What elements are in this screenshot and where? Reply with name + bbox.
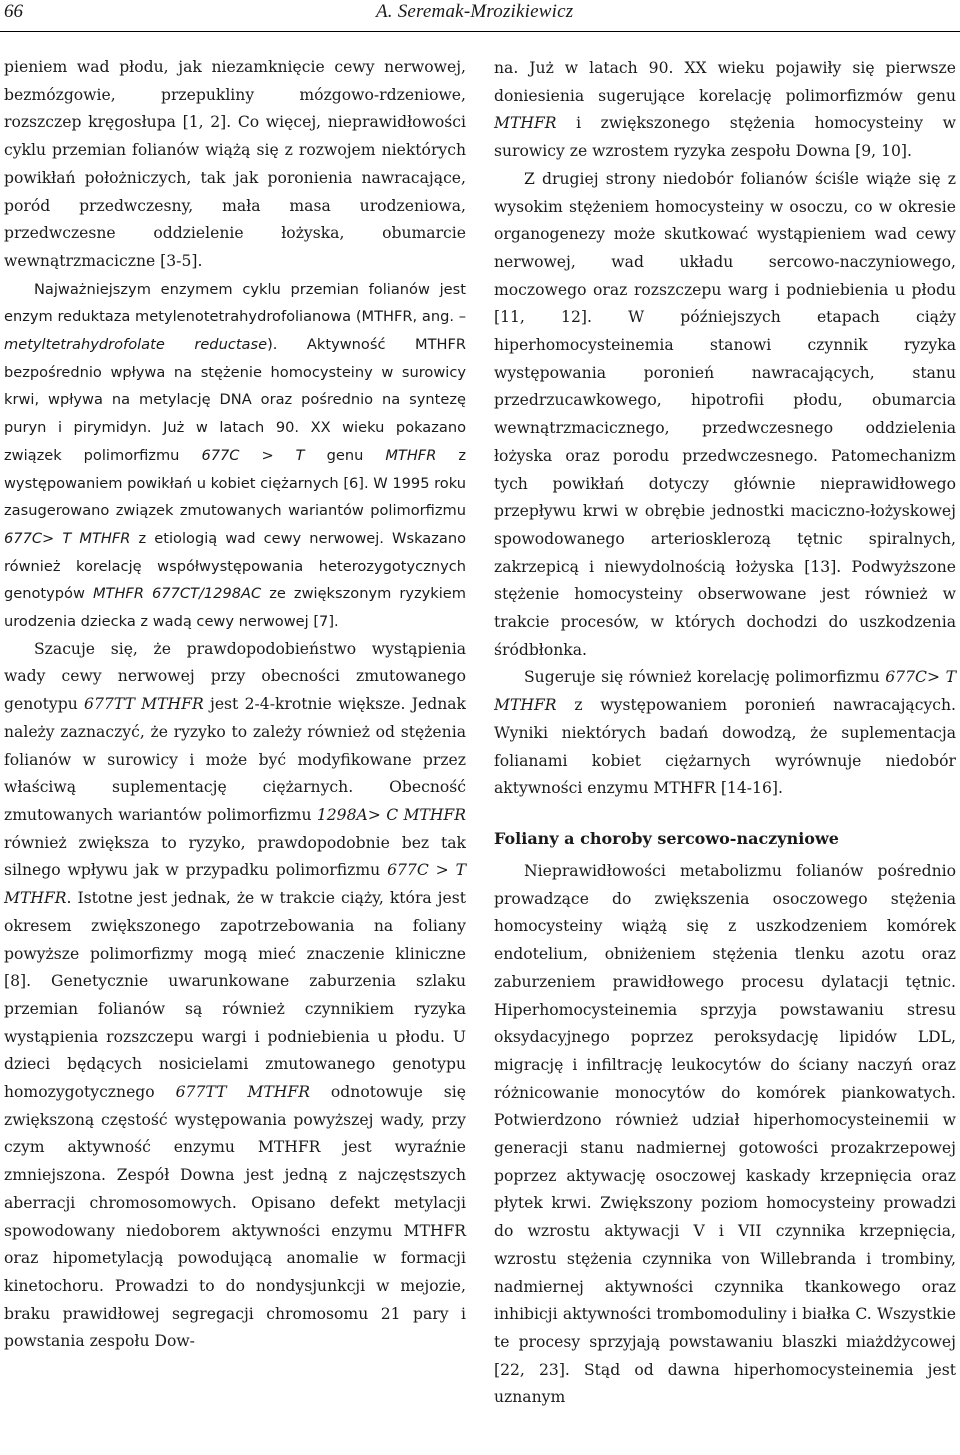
running-head-author: A. Seremak-Mrozikiewicz [376,1,574,22]
page-number: 66 [4,1,23,22]
section-heading: Foliany a choroby sercowo-naczyniowe [494,828,839,848]
right-column [494,55,956,1412]
paragraph: Z drugiej strony niedobór folianów ściśle wiąże się z wysokim stężeniem homocysteiny w osoczu, co w okresie organogenezy może skutkować wystąpieniem wad cewy nerwowej, wad układu sercowo-naczyniowego, moczowego oraz rozszczepu warg i podniebienia u płodu [11, 12]. W późniejszych etapach ciąży hiperhomocysteinemia stanowi czynnik ryzyka występowania poronień nawracających, stanu przedrzucawkowego, hipotrofii płodu, obumarcia wewnątrzmacicznego, przedwczesnego oddzielenia łożyska oraz porodu przedwczesnego. Patomechanizm tych powikłań dotyczy głównie nieprawidłowego przepływu krwi w obrębie jednostki maciczno-łożyskowej spowodowanego arteriosklerozą tętnic spiralnych, zakrzepicą i niewydolnością łożyska [13]. Podwyższone stężenie homocysteiny obserwowane jest również w trakcie procesów, w których dochodzi do uszkodzenia śródbłonka. [494,169,956,659]
header-rule [0,31,960,32]
paragraph: Sugeruje się również korelację polimorfizmu 677C> T MTHFR z występowaniem poronień nawracających. Wyniki niektórych badań dowodzą, że suplementacja folianami kobiet ciężarnych wyrównuje niedobór aktywności enzymu MTHFR [14-16]. [494,668,956,798]
paragraph: pieniem wad płodu, jak niezamknięcie cewy nerwowej, bezmózgowie, przepukliny mózgowo-rdzeniowe, rozszczep kręgosłupa [1, 2]. Co więcej, nieprawidłowości cyklu przemian folianów wiążą się z rozwojem niektórych powikłań położniczych, tak jak poronienia nawracające, poród przedwczesny, mała masa urodzeniowa, przedwczesne oddzielenie łożyska, obumarcie wewnątrzmaciczne [3-5]. [4,58,466,270]
paragraph: na. Już w latach 90. XX wieku pojawiły się pierwsze doniesienia sugerujące korelację polimorfizmów genu MTHFR i zwiększonego stężenia homocysteiny w surowicy ze wzrostem ryzyka zespołu Downa [9, 10]. [494,59,956,161]
paragraph: Najważniejszym enzymem cyklu przemian folianów jest enzym reduktaza metylenotetrahydrofolianowa (MTHFR, ang. – metyltetrahydrofolate reductase). Aktywność MTHFR bezpośrednio wpływa na stężenie homocysteiny w surowicy krwi, wpływa na metylację DNA oraz pośrednio na syntezę puryn i pirymidyn. Już w latach 90. XX wieku pokazano związek polimorfizmu 677C > T genu MTHFR z występowaniem powikłań u kobiet ciężarnych [6]. W 1995 roku zasugerowano związek zmutowanych wariantów polimorfizmu 677C> T MTHFR z etiologią wad cewy nerwowej. Wskazano również korelację współwystępowania heterozygotycznych genotypów MTHFR 677CT/1298AC ze zwiększonym ryzykiem urodzenia dziecka z wadą cewy nerwowej [7]. [4,280,467,631]
page-header [0,0,960,30]
paragraph: Nieprawidłowości metabolizmu folianów pośrednio prowadzące do zwiększenia osoczowego stężenia homocysteiny wiążą się z uszkodzeniem komórek endotelium, obniżeniem stężenia tlenku azotu oraz zaburzeniem prawidłowego procesu dylatacji tętnic. Hiperhomocysteinemia sprzyja powstawaniu stresu oksydacyjnego poprzez peroksydację lipidów LDL, migrację i infiltrację leukocytów do ściany naczyń oraz różnicowanie monocytów do komórek piankowatych. Potwierdzono również udział hiperhomocysteinemii w generacji stanu nadmiernej gotowości prozakrzepowej poprzez aktywację osoczowej kaskady krzepnięcia oraz płytek krwi. Zwiększony poziom homocysteiny prowadzi do wzrostu aktywacji V i VII czynnika krzepnięcia, wzrostu stężenia czynnika von Willebranda i trombiny, nadmiernej aktywności czynnika tkankowego oraz inhibicji aktywności trombomoduliny i białka C. Wszystkie te procesy sprzyjają powstawaniu blaszki miażdżycowej [22, 23]. Stąd od dawna hiperhomocysteinemia jest uznanym [494,861,956,1407]
paragraph: Szacuje się, że prawdopodobieństwo wystąpienia wady cewy nerwowej przy obecności zmutowanego genotypu 677TT MTHFR jest 2-4-krotnie większe. Jednak należy zaznaczyć, że ryzyko to zależy również od stężenia folianów w surowicy i może być modyfikowane przez właściwą suplementację ciężarnych. Obecność zmutowanych wariantów polimorfizmu 1298A> C MTHFR również zwiększa to ryzyko, prawdopodobnie bez tak silnego wpływu jak w przypadku polimorfizmu 677C > T MTHFR. Istotne jest jednak, że w trakcie ciąży, która jest okresem zwiększonego zapotrzebowania na foliany powyższe polimorfizmy mogą mieć znaczenie kliniczne [8]. Genetycznie uwarunkowane zaburzenia szlaku przemian folianów są również czynnikiem ryzyka wystąpienia rozszczepu wargi i podniebienia u płodu. U dzieci będących nosicielami zmutowanego genotypu homozygotycznego 677TT MTHFR odnotowuje się zwiększoną częstość występowania powyższej wady, przy czym aktywność enzymu MTHFR jest wyraźnie zmniejszona. Zespół Downa jest jedną z najczęstszych aberracji chromosomowych. Opisano defekt metylacji spowodowany niedoborem aktywności enzymu MTHFR oraz hipometylacją powodującą anomalie w formacji kinetochoru. Prowadzi to do nondysjunkcji w mejozie, braku prawidłowej segregacji chromosomu 21 pary i powstania zespołu Dow- [4,639,467,1351]
left-column [4,54,466,1356]
